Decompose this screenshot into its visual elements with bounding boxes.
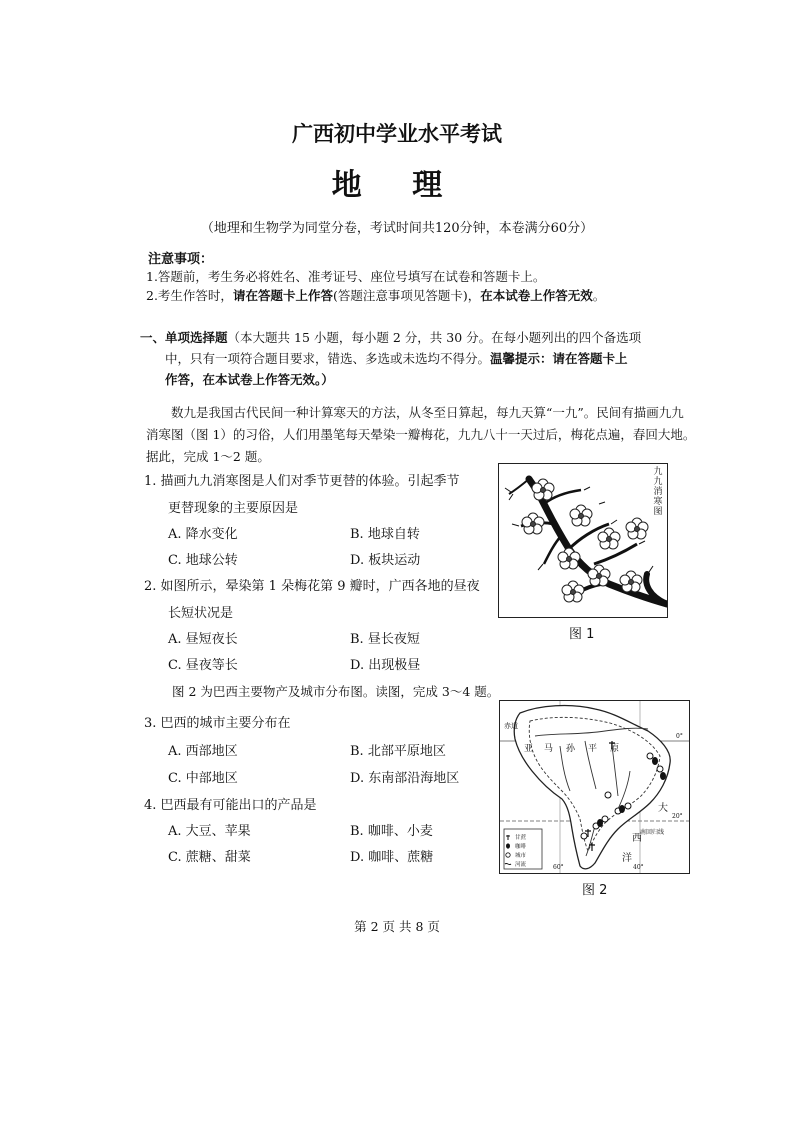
question-2-option-a: A. 昼短夜长 [168,632,238,647]
question-4-option-a: A. 大豆、苹果 [168,824,251,839]
question-4-option-c: C. 蔗糖、甜菜 [168,850,251,865]
figure-1-caption: 图 1 [569,627,595,642]
map-label-ocean-2: 西 [632,833,642,844]
map-label-equator: 赤道 [504,722,518,730]
map-label-ocean-3: 洋 [622,853,632,864]
map-label-lat-0: 0° [676,733,683,740]
question-1-option-b: B. 地球自转 [350,527,420,542]
notice-item-2-part-c: (答题注意事项见答题卡)， [332,288,481,303]
question-1-option-c: C. 地球公转 [168,553,238,568]
legend-sugarcane: 甘蔗 [515,835,527,841]
question-3-option-b: B. 北部平原地区 [350,744,446,759]
exam-title: 广西初中学业水平考试 [292,122,502,146]
map-label-lon-60: 60° [553,864,564,871]
question-2-stem-2: 长短状况是 [168,606,234,621]
map-label-amazon-3: 孙 [566,744,576,754]
section-1-desc-2b: 温馨提示：请在答题卡上 [490,351,628,366]
legend-city: 城市 [515,853,527,859]
section-1-desc-1: （本大题共 15 小题，每小题 2 分，共 30 分。在每小题列出的四个备选项 [227,330,642,345]
subject-title: 地 理 [331,168,463,203]
question-4-option-b: B. 咖啡、小麦 [350,824,433,839]
map-label-lon-40: 40° [633,864,644,871]
notice-heading: 注意事项： [148,252,214,267]
section-1-desc-2a: 中，只有一项符合题目要求，错选、多选或未选均不得分。 [165,351,491,366]
question-1-option-a: A. 降水变化 [168,527,238,542]
legend-coffee: 咖啡 [515,844,527,850]
figure-2-caption: 图 2 [582,883,608,898]
legend-river: 河流 [515,862,527,868]
question-1-stem-2: 更替现象的主要原因是 [168,501,299,516]
plum-flower-icon [522,479,648,602]
notice-item-2 [146,286,605,304]
question-4-stem: 4. 巴西最有可能出口的产品是 [144,798,317,813]
exam-subtitle: （地理和生物学为同堂分卷，考试时间共120分钟，本卷满分60分） [200,221,594,236]
question-4-option-d: D. 咖啡、蔗糖 [350,850,434,865]
section-1-header [140,327,700,390]
question-3-stem: 3. 巴西的城市主要分布在 [144,716,291,731]
notice-item-2-part-e: 。 [592,288,606,303]
page-footer: 第 2 页 共 8 页 [354,919,440,934]
question-2-option-d: D. 出现极昼 [350,658,421,673]
plum-blossom-illustration [499,464,667,617]
notice-item-1: 1.答题前，考生务必将姓名、准考证号、座位号填写在试卷和答题卡上。 [146,269,546,284]
map-label-ocean-1: 大 [658,803,668,814]
notice-item-2-part-d: 在本试卷上作答无效 [480,288,593,303]
map-label-amazon-2: 马 [544,744,554,754]
question-1-stem-1: 1. 描画九九消寒图是人们对季节更替的体验。引起季节 [144,474,460,489]
question-2-option-b: B. 昼长夜短 [350,632,420,647]
section-1-desc-3: 作答，在本试卷上作答无效。） [165,372,334,387]
figure-2-intro: 图 2 为巴西主要物产及城市分布图。读图，完成 3～4 题。 [172,684,500,699]
notice-item-2-part-b: 请在答题卡上作答 [232,288,333,303]
question-2-stem-1: 2. 如图所示，晕染第 1 朵梅花第 9 瓣时，广西各地的昼夜 [144,579,480,594]
question-1-option-d: D. 板块运动 [350,553,421,568]
question-3-option-c: C. 中部地区 [168,771,238,786]
section-1-desc-2 [140,348,700,369]
question-3-option-d: D. 东南部沿海地区 [350,771,460,786]
section-1-heading: 一、单项选择题 [140,330,228,345]
map-label-lat-20: 20° [672,813,683,820]
map-label-amazon-4: 平 [588,744,598,754]
intro-paragraph: 数九是我国古代民间一种计算寒天的方法，从冬至日算起，每九天算“一九”。民间有描画九九消寒图（图 1）的习俗，人们用墨笔每天晕染一瓣梅花，九九八十一天过后，梅花点遍，春回大地。据此，完成 1～2 题。 [146,405,696,464]
figure-1-vertical-label: 九九消寒图 [653,467,663,517]
map-label-tropic: 南回归线 [640,829,665,836]
figure-1-plum-blossom [498,463,668,618]
map-label-amazon-5: 原 [610,744,620,754]
brazil-map-illustration [500,701,689,873]
map-label-amazon-1: 亚 [524,744,534,754]
question-3-option-a: A. 西部地区 [168,744,238,759]
figure-2-brazil-map [499,700,690,874]
question-2-option-c: C. 昼夜等长 [168,658,238,673]
notice-item-2-part-a: 2.考生作答时， [146,288,233,303]
